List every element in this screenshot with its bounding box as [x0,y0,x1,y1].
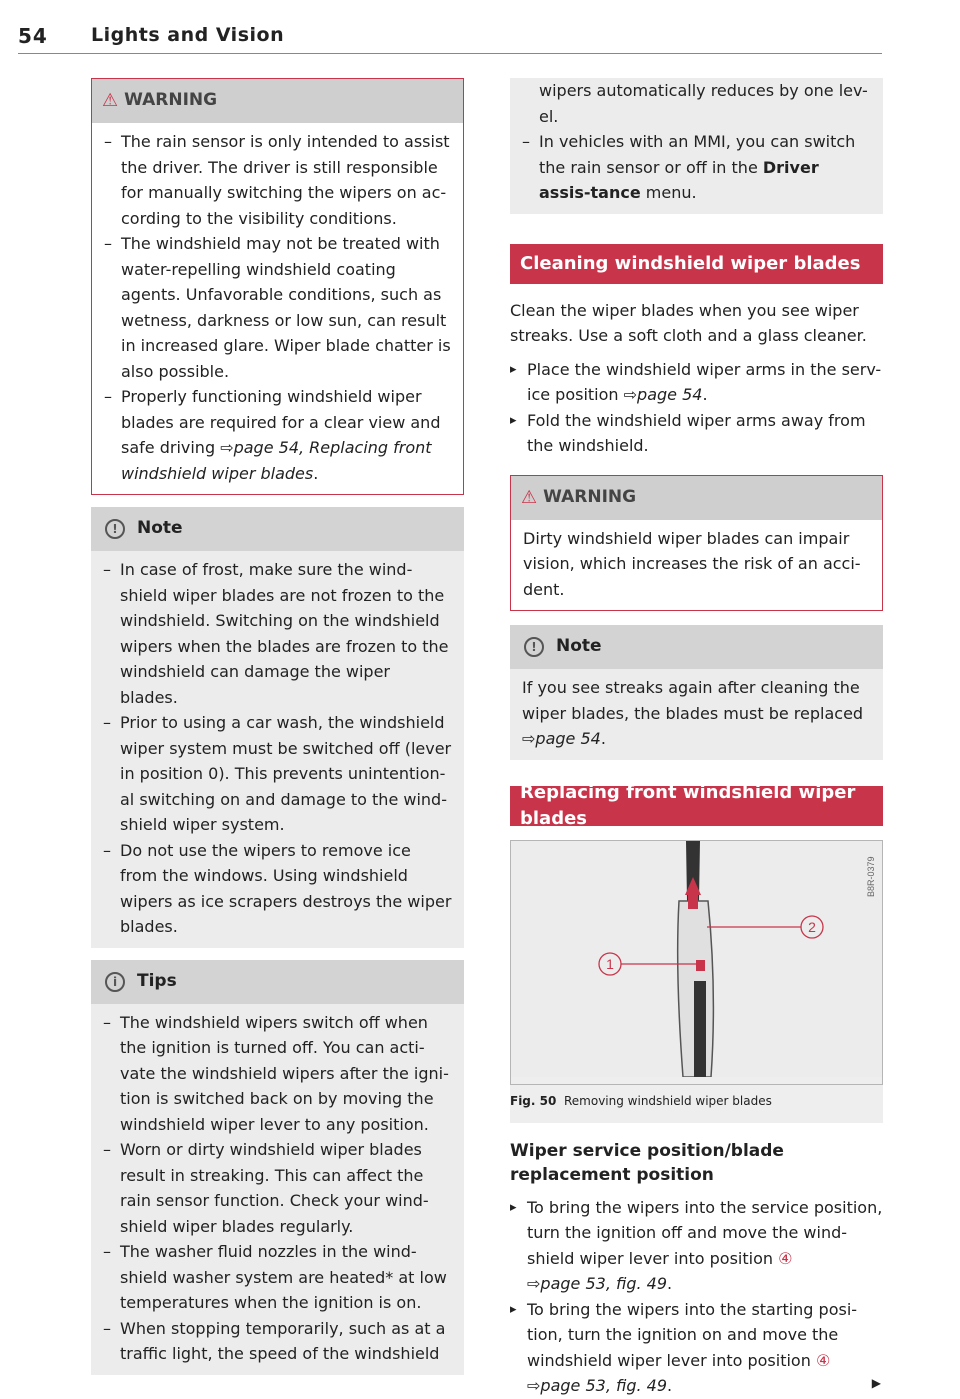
note-title: Note [137,518,183,539]
cleaning-intro: Clean the wiper blades when you see wiper streaks. Use a soft cloth and a glass cleaner. [510,300,867,345]
step-item: ▸ Fold the windshield wiper arms away from the windshield. [510,408,883,459]
tips-continued-text: wipers automatically reduces by one lev-el. [539,81,868,126]
figure-image [510,840,883,1086]
tips-body [91,1004,464,1375]
step-item: ▸ To bring the wipers into the service position, turn the ignition off and move the wind-shield wiper lever into position ④ ⇨page 53, fig. 49. [510,1195,883,1297]
wiper-blade-illustration [511,841,882,1077]
page-reference[interactable]: page 54 [637,385,703,404]
note-header [510,625,883,669]
wiper-blade-rubber [694,981,706,1077]
warning-title: WARNING [124,90,218,111]
callout-label-2: 2 [808,918,816,935]
list-item: – In case of frost, make sure the wind-shield wiper blades are not frozen to the windshield. Switching on the windshield wipers when the blades are frozen to the windshield can damage the wiper blades. [103,557,452,710]
list-item: – Properly functioning windshield wiper blades are required for a clear view and safe driving ⇨page 54, Replacing front windshield wiper blades. [104,384,451,486]
arrow-right-icon: ⇨ [527,1376,541,1395]
list-item: – In vehicles with an MMI, you can switch the rain sensor or off in the Driver assis-tance menu. [522,129,871,206]
service-heading: Wiper service position/blade replacement position [510,1140,784,1185]
exclamation-circle-icon: ! [524,637,544,657]
list-item: – Do not use the wipers to remove ice from the windows. Using windshield wipers as ice scrapers destroys the wiper blades. [103,838,452,940]
warning-title: WARNING [543,486,637,507]
note-body: If you see streaks again after cleaning the wiper blades, the blades must be replaced ⇨page 54. [510,669,883,760]
page-reference[interactable]: page 53, fig. 49 [540,1376,668,1395]
right-column [510,78,883,1399]
step-item: ▸ To bring the wipers into the starting posi-tion, turn the ignition on and move the windshield wiper lever into position ④ ⇨page 53, fig. 49. ▶ [510,1297,883,1399]
page-number: 54 [18,24,48,48]
header-rule [18,53,882,54]
position-number: ④ [778,1248,793,1268]
warning-header [511,476,882,520]
figure [510,840,883,1123]
note-title: Note [556,636,602,657]
note-box [510,625,883,760]
continue-arrow-icon: ▶ [871,1376,881,1390]
figure-caption: Fig. 50 Removing windshield wiper blades [510,1085,883,1123]
note-header [91,507,464,551]
warning-triangle-icon: ⚠ [521,486,538,508]
figure-code: B8R-0379 [866,855,876,897]
step-item: ▸ Place the windshield wiper arms in the serv-ice position ⇨page 54. [510,357,883,408]
callout-label-1: 1 [606,955,614,972]
list-item: – Worn or dirty windshield wiper blades result in streaking. This can affect the rain sensor function. Check your wind-shield wiper blades regularly. [103,1137,452,1239]
arrow-right-icon: ⇨ [522,729,536,748]
info-circle-icon: i [105,972,125,992]
arrow-right-icon: ⇨ [623,385,638,404]
menu-name: Driver assis-tance [539,157,819,202]
list-item: – Prior to using a car wash, the windshield wiper system must be switched off (lever in position 0). This prevents unintention-al switching on and damage to the wind-shield wiper system. [103,710,452,838]
note-body [91,551,464,948]
note-box [91,507,464,948]
warning-box [91,78,464,495]
left-column [91,78,464,1375]
warning-box [510,475,883,612]
tips-continuation [510,78,883,214]
page-reference[interactable]: page 53, fig. 49 [540,1274,668,1293]
arrow-up-shaft [688,893,698,909]
list-item: – The windshield wipers switch off when the ignition is turned off. You can acti-vate the windshield wipers after the igni-tion is switched back on by moving the windshield wiper lever to any position. [103,1010,452,1138]
list-item: – The washer fluid nozzles in the wind-shield washer system are heated* at low temperatures when the ignition is on. [103,1239,452,1316]
arrow-right-icon: ⇨ [527,1274,541,1293]
exclamation-circle-icon: ! [105,519,125,539]
warning-triangle-icon: ⚠ [102,90,119,112]
tips-header [91,960,464,1004]
list-item: – The rain sensor is only intended to assist the driver. The driver is still responsible for manually switching the wipers on ac-cording to the visibility conditions. [104,129,451,231]
page-reference[interactable]: page 54 [535,729,601,748]
section-title: Lights and Vision [91,24,285,46]
replacing-heading: Replacing front windshield wiper blades [510,786,883,826]
cleaning-heading: Cleaning windshield wiper blades [510,244,883,284]
list-item: – When stopping temporarily, such as at a traffic light, the speed of the windshield [103,1316,452,1367]
release-button [696,960,705,971]
warning-body [92,123,463,494]
tips-box [91,960,464,1375]
list-item: – The windshield may not be treated with water-repelling windshield coating agents. Unfavorable conditions, such as wetness, darkness or low sun, can result in increased glare. Wiper blade chatter is also possible. [104,231,451,384]
page-reference[interactable]: page 54, Replacing front windshield wiper blades [121,438,432,483]
arrow-right-icon: ⇨ [220,438,234,457]
warning-body: Dirty windshield wiper blades can impair vision, which increases the risk of an acci-dent. [523,528,861,599]
position-number: ④ [815,1350,831,1370]
warning-header [92,79,463,123]
tips-title: Tips [137,970,177,991]
